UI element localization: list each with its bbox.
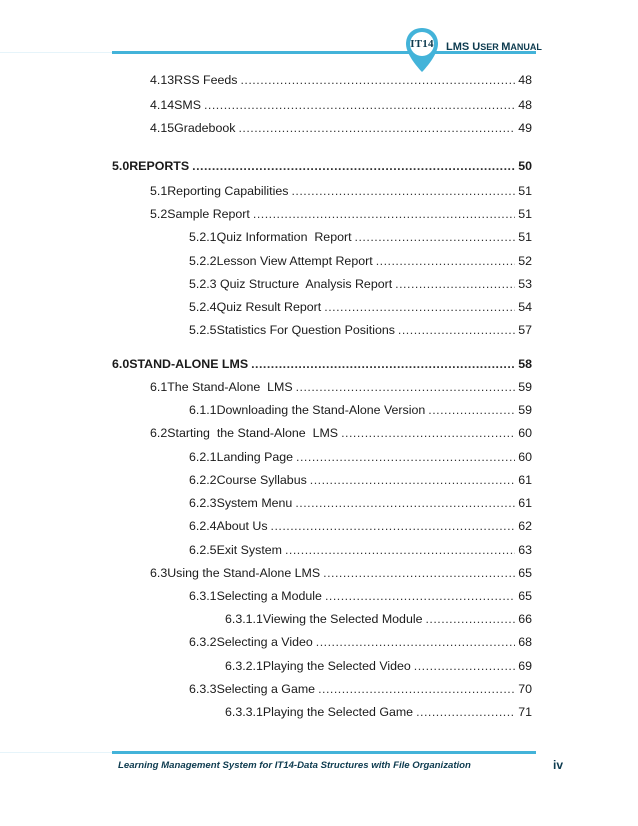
footer-text: Learning Management System for IT14-Data Structures with File Organization <box>118 760 471 771</box>
dot-leader <box>341 426 515 440</box>
dot-leader <box>253 207 515 221</box>
toc-entry-number: 5.2.4 <box>189 300 217 314</box>
dot-leader <box>310 473 515 487</box>
dot-leader <box>316 635 515 649</box>
toc-entry-page: 49 <box>518 121 532 135</box>
toc-entry[interactable] <box>112 357 532 371</box>
dot-leader <box>238 121 515 135</box>
toc-entry[interactable] <box>189 323 532 337</box>
toc-entry-number: 6.3.2 <box>189 635 217 649</box>
toc-entry-title: REPORTS <box>129 159 190 173</box>
toc-entry-page: 65 <box>518 566 532 580</box>
toc-entry-page: 71 <box>518 705 532 719</box>
toc-entry-number: 5.2.5 <box>189 323 217 337</box>
toc-entry-page: 52 <box>518 254 532 268</box>
title-part: SER <box>480 42 502 52</box>
logo-text: IT14 <box>410 38 434 50</box>
toc-entry-number: 5.2.2 <box>189 254 217 268</box>
toc-entry[interactable] <box>189 300 532 314</box>
dot-leader <box>192 159 515 173</box>
toc-entry-title: Selecting a Game <box>216 682 316 696</box>
toc-entry-number: 6.3.1.1 <box>225 612 263 626</box>
toc-entry-title: Course Syllabus <box>216 473 307 487</box>
toc-entry[interactable] <box>189 277 532 291</box>
toc-entry-number: 4.15 <box>150 121 175 135</box>
toc-entry-number: 6.3.3 <box>189 682 217 696</box>
toc-entry[interactable] <box>189 230 532 244</box>
dot-leader <box>414 659 515 673</box>
toc-entry-page: 51 <box>518 184 532 198</box>
toc-entry[interactable] <box>225 705 532 719</box>
toc-entry[interactable] <box>150 207 532 221</box>
dot-leader <box>325 589 515 603</box>
toc-entry-title: Statistics For Question Positions <box>216 323 395 337</box>
toc-entry-number: 6.1.1 <box>189 403 217 417</box>
toc-entry[interactable] <box>189 403 532 417</box>
toc-entry[interactable] <box>189 589 532 603</box>
toc-entry-page: 48 <box>518 73 532 87</box>
title-part: LMS <box>446 41 473 53</box>
toc-entry-title: Playing the Selected Game <box>262 705 414 719</box>
toc-entry-title: Gradebook <box>174 121 236 135</box>
toc-entry-page: 53 <box>518 277 532 291</box>
toc-entry-title: Exit System <box>216 543 282 557</box>
toc-entry-number: 6.2 <box>150 426 168 440</box>
toc-entry-title: Selecting a Module <box>216 589 322 603</box>
toc-entry-title: Quiz Information Report <box>216 230 352 244</box>
toc-entry[interactable] <box>150 566 532 580</box>
toc-entry-page: 70 <box>518 682 532 696</box>
toc-entry-title: Lesson View Attempt Report <box>216 254 373 268</box>
toc-entry-title: Starting the Stand-Alone LMS <box>167 426 339 440</box>
toc-entry-page: 65 <box>518 589 532 603</box>
toc-entry-number: 5.2.1 <box>189 230 217 244</box>
toc-entry[interactable] <box>189 682 532 696</box>
dot-leader <box>425 612 515 626</box>
toc-entry-title: Viewing the Selected Module <box>262 612 423 626</box>
toc-entry-title: SMS <box>174 98 201 112</box>
toc-entry-title: The Stand-Alone LMS <box>167 380 293 394</box>
toc-entry-title: Selecting a Video <box>216 635 313 649</box>
toc-entry[interactable] <box>189 254 532 268</box>
dot-leader <box>376 254 516 268</box>
dot-leader <box>398 323 515 337</box>
toc-entry[interactable] <box>189 519 532 533</box>
title-part: U <box>472 41 481 53</box>
dot-leader <box>204 98 515 112</box>
toc-entry-title: RSS Feeds <box>174 73 238 87</box>
footer-rule <box>112 751 536 754</box>
toc-entry[interactable] <box>150 426 532 440</box>
toc-entry-number: 4.13 <box>150 73 175 87</box>
title-part: ANUAL <box>510 42 542 52</box>
toc-entry-page: 54 <box>518 300 532 314</box>
toc-entry-page: 51 <box>518 230 532 244</box>
dot-leader <box>318 682 515 696</box>
toc-entry-title: System Menu <box>216 496 293 510</box>
dot-leader <box>296 450 515 464</box>
dot-leader <box>355 230 516 244</box>
toc-entry-number: 6.2.2 <box>189 473 217 487</box>
toc-entry-title: Landing Page <box>216 450 294 464</box>
toc-entry-number: 6.2.4 <box>189 519 217 533</box>
toc-entry-number: 6.2.5 <box>189 543 217 557</box>
dot-leader <box>291 184 515 198</box>
toc-entry-number: 6.1 <box>150 380 168 394</box>
toc-entry-number: 6.3.1 <box>189 589 217 603</box>
toc-entry-page: 59 <box>518 403 532 417</box>
toc-entry-title: Downloading the Stand-Alone Version <box>216 403 426 417</box>
toc-entry-page: 50 <box>518 159 532 173</box>
toc-entry[interactable] <box>112 159 532 173</box>
dot-leader <box>295 496 515 510</box>
toc-entry-title: About Us <box>216 519 268 533</box>
toc-entry[interactable] <box>150 121 532 135</box>
toc-entry-title: Quiz Result Report <box>216 300 322 314</box>
dot-leader <box>324 300 515 314</box>
toc-entry-number: 6.2.1 <box>189 450 217 464</box>
toc-entry-page: 59 <box>518 380 532 394</box>
toc-entry-page: 60 <box>518 450 532 464</box>
toc-entry-number: 6.3 <box>150 566 168 580</box>
toc-entry-page: 58 <box>518 357 532 371</box>
toc-entry-page: 61 <box>518 496 532 510</box>
dot-leader <box>416 705 515 719</box>
toc-entry[interactable] <box>150 184 532 198</box>
manual-title <box>446 41 542 53</box>
toc-entry[interactable] <box>150 380 532 394</box>
toc-entry-page: 48 <box>518 98 532 112</box>
toc-entry-number: 6.2.3 <box>189 496 217 510</box>
toc-entry-page: 62 <box>518 519 532 533</box>
toc-entry[interactable] <box>150 98 532 112</box>
toc-entry-page: 66 <box>518 612 532 626</box>
dot-leader <box>395 277 515 291</box>
map-pin-icon <box>404 26 440 74</box>
dot-leader <box>271 519 516 533</box>
footer-rule-faint <box>0 752 112 753</box>
toc-entry[interactable] <box>189 543 532 557</box>
toc-entry[interactable] <box>189 450 532 464</box>
toc-entry-page: 68 <box>518 635 532 649</box>
dot-leader <box>296 380 516 394</box>
toc-entry-page: 60 <box>518 426 532 440</box>
toc-entry-title: Reporting Capabilities <box>167 184 289 198</box>
toc-entry[interactable] <box>225 659 532 673</box>
toc-entry-page: 51 <box>518 207 532 221</box>
title-part: M <box>501 41 511 53</box>
header-rule-faint <box>0 52 112 53</box>
toc-entry-number: 5.1 <box>150 184 168 198</box>
toc-entry[interactable] <box>189 496 532 510</box>
toc-entry[interactable] <box>189 473 532 487</box>
dot-leader <box>240 73 515 87</box>
toc-entry-page: 57 <box>518 323 532 337</box>
toc-entry-title: Using the Stand-Alone LMS <box>167 566 321 580</box>
toc-entry[interactable] <box>189 635 532 649</box>
page-number: iv <box>553 758 564 772</box>
toc-entry-number: 5.2 <box>150 207 168 221</box>
toc-entry-number: 4.14 <box>150 98 175 112</box>
dot-leader <box>428 403 515 417</box>
toc-entry-number: 5.0 <box>112 159 130 173</box>
toc-entry-page: 63 <box>518 543 532 557</box>
toc-entry[interactable] <box>225 612 532 626</box>
dot-leader <box>251 357 515 371</box>
toc-entry-page: 69 <box>518 659 532 673</box>
toc-entry-number: 6.3.2.1 <box>225 659 263 673</box>
toc-entry-number: 6.0 <box>112 357 130 371</box>
toc-entry-number: 6.3.3.1 <box>225 705 263 719</box>
dot-leader <box>323 566 515 580</box>
toc-entry-title: STAND-ALONE LMS <box>129 357 249 371</box>
dot-leader <box>285 543 515 557</box>
toc-entry-number: 5.2.3 <box>189 277 217 291</box>
toc-entry-page: 61 <box>518 473 532 487</box>
toc-entry-title: Sample Report <box>167 207 250 221</box>
toc-entry[interactable] <box>150 73 532 87</box>
toc-entry-title: Quiz Structure Analysis Report <box>216 277 393 291</box>
toc-entry-title: Playing the Selected Video <box>262 659 411 673</box>
